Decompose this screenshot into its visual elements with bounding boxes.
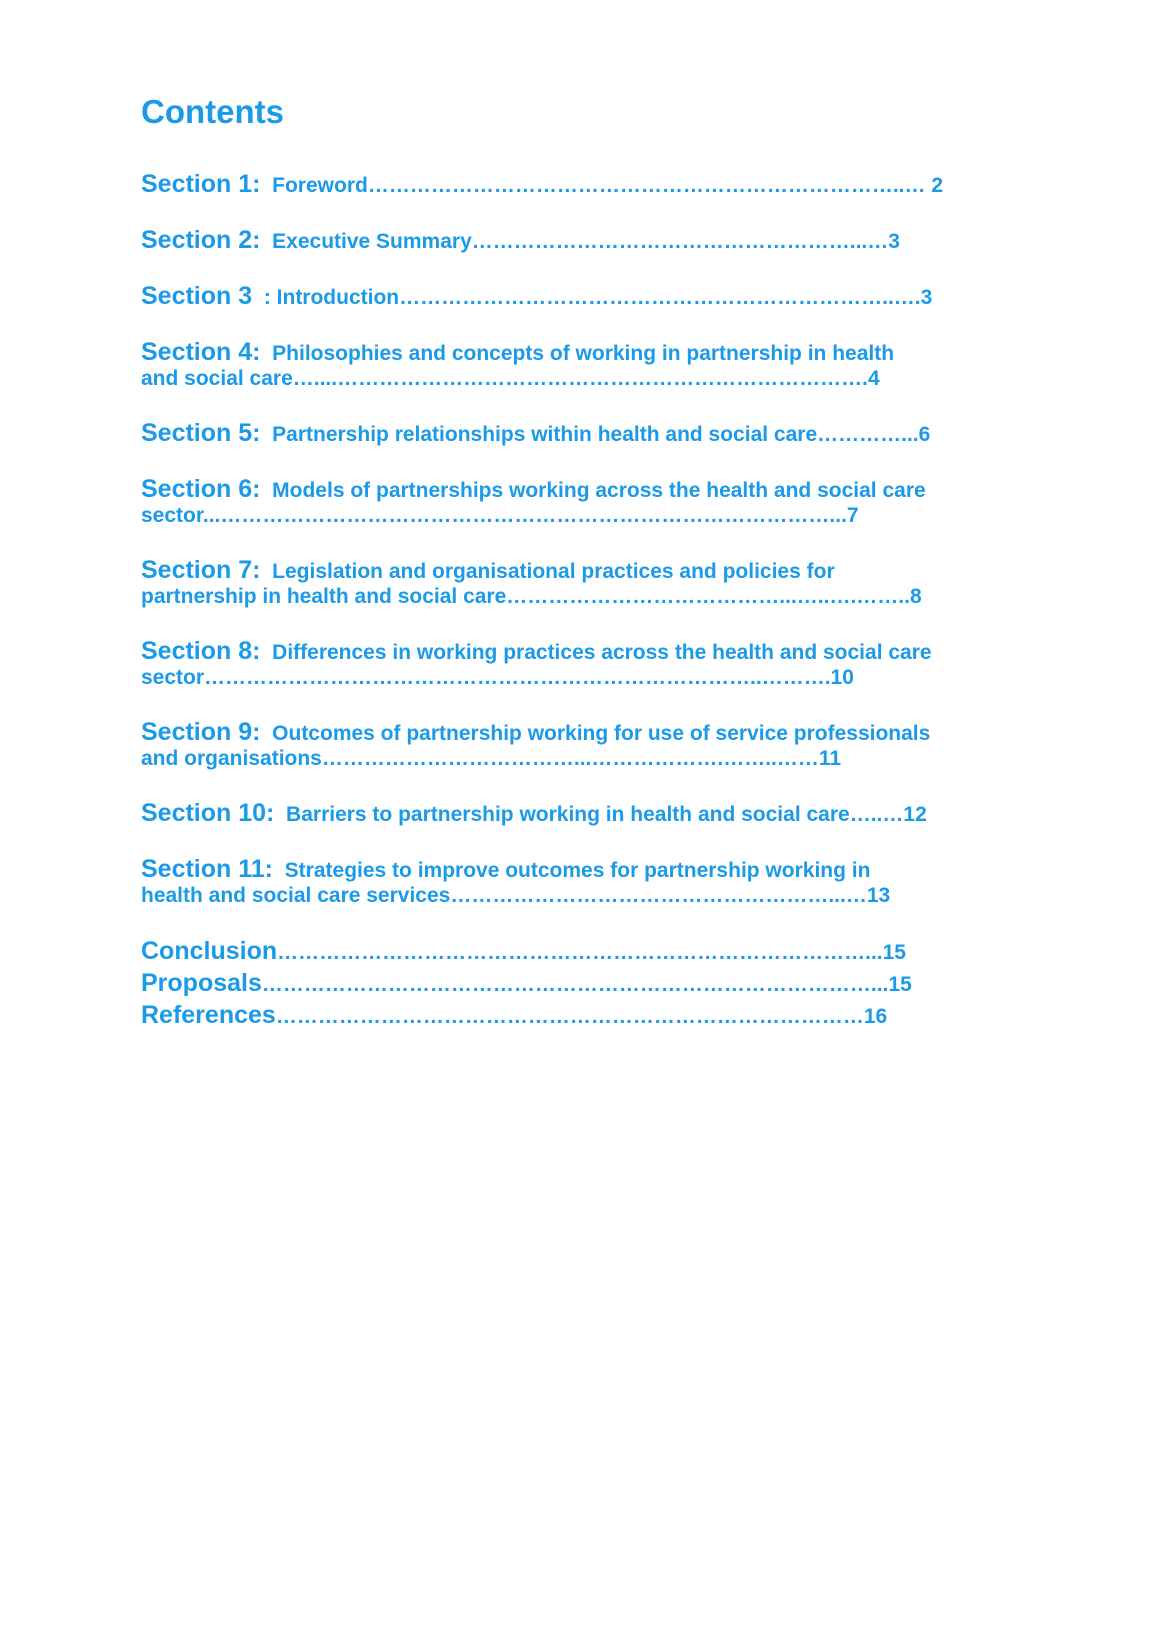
toc-entry-label: Proposals [141,968,262,997]
toc-section-title-continued: sector [141,665,205,689]
toc-section-title: Philosophies and concepts of working in partnership in health [272,341,895,365]
toc-dot-leader: ……………………………………………………………..…. [399,285,921,309]
toc-section-number: Section 2: [141,225,261,254]
toc-section-number: Section 1: [141,169,261,198]
toc-dot-leader: …………………………………………………………………………... [277,940,883,964]
toc-section-number: Section 6: [141,474,261,503]
toc-dot-leader: …..… [849,802,904,826]
toc-entry-line [141,282,1021,312]
toc-section-number: Section 4: [141,337,261,366]
toc-entry-label: References [141,1000,276,1029]
toc-entry[interactable] [141,799,1021,829]
toc-page-number: 15 [882,940,906,964]
toc-entry-line [141,718,1021,748]
toc-section-number: Section 10: [141,798,275,827]
toc-entry-line [141,556,1021,586]
toc-entry[interactable] [141,338,1021,393]
toc-section-title: Strategies to improve outcomes for partnership working in [284,858,871,882]
back-matter-list [141,936,1021,1032]
toc-section-title: Legislation and organisational practices and policies for [272,559,835,583]
toc-page-number: 2 [931,173,944,197]
toc-dot-leader: ……………………………………………………………………..………. [204,665,831,689]
toc-entry-label: Conclusion [141,936,278,965]
toc-section-title: Outcomes of partnership working for use of service professionals [272,721,931,745]
toc-dot-leader: ………………………………………………………………………… [275,1004,864,1028]
toc-section-number: Section 7: [141,555,261,584]
toc-section-number: Section 11: [141,854,273,883]
toc-section-number: Section 9: [141,717,261,746]
toc-section-title-continued: health and social care services [141,883,451,907]
toc-section-title: Foreword [272,173,368,197]
toc-dot-leader: ………………………………...……………….……..…… [321,746,819,770]
toc-dot-leader: …………………………………………………………………..… [367,173,932,197]
toc-entry-line [141,882,1021,910]
toc-section-title: Barriers to partnership working in health and social care [286,802,850,826]
toc-page-number: 8 [909,584,922,608]
toc-entry-line [141,664,1021,692]
toc-page-number: 15 [888,972,912,996]
toc-section-title: Differences in working practices across the health and social care [272,640,932,664]
toc-page-number: 12 [903,802,927,826]
toc-page-number: 3 [920,285,933,309]
toc-entry-line [141,170,1021,200]
toc-dot-leader: …………………………………...…..….…….. [506,584,910,608]
toc-entry-line [141,799,1021,829]
toc-section-title: Models of partnerships working across the health and social care [272,478,926,502]
toc-section-title: Partnership relationships within health and social care [272,422,818,446]
toc-dot-leader: …....…………………………………………………………………. [292,366,868,390]
toc-entry[interactable] [141,170,1021,200]
toc-section-title-continued: partnership in health and social care [141,584,507,608]
toc-dot-leader: ………………………………………………...… [450,883,867,907]
toc-dot-leader: ...……………………………………………………………………………... [202,503,847,527]
toc-entry[interactable] [141,226,1021,256]
toc-section-number: Section 5: [141,418,261,447]
toc-page-number: 16 [863,1004,888,1028]
toc-entry[interactable] [141,475,1021,530]
toc-section-title-continued: and organisations [141,746,322,770]
toc-entry-line [141,583,1021,611]
toc-dot-leader: ………………………………………………...… [471,229,889,253]
toc-entry-line [141,419,1021,449]
toc-entry-line [141,226,1021,256]
toc-dot-leader: …………... [817,422,919,446]
toc-entry-line [141,502,1021,530]
toc-page-number: 3 [888,229,900,253]
toc-entry-line [141,745,1021,773]
toc-entry-line [141,855,1021,885]
toc-entry[interactable] [141,419,1021,449]
toc-entry[interactable] [141,718,1021,773]
toc-entry[interactable] [141,282,1021,312]
toc-section-title-continued: sector [141,503,203,527]
toc-entry-proposals[interactable] [141,968,1021,1000]
toc-section-title: Executive Summary [272,229,472,253]
toc-entry-line [141,637,1021,667]
toc-section-title: : Introduction [263,285,400,309]
toc-entry[interactable] [141,637,1021,692]
toc-section-title-continued: and social care [141,366,293,390]
toc-page-number: 11 [818,746,842,770]
toc-entry[interactable] [141,855,1021,910]
toc-page-number: 6 [918,422,931,446]
toc-entry-references[interactable] [141,1000,1021,1032]
toc-dot-leader: ……………………………………………………………………………... [261,972,889,996]
toc-entry-line [141,365,1021,393]
toc-page-number: 10 [830,665,854,689]
toc-entry-line [141,475,1021,505]
toc-section-number: Section 8: [141,636,261,665]
page-title: Contents [141,93,284,130]
toc-entry-line [141,338,1021,368]
toc-entry[interactable] [141,556,1021,611]
contents-page [141,92,1021,1032]
toc-entry-conclusion[interactable] [141,936,1021,968]
toc-page-number: 4 [867,366,880,390]
toc-page-number: 13 [866,883,891,907]
toc-page-number: 7 [846,503,859,527]
table-of-contents [141,170,1021,910]
toc-section-number: Section 3 [141,281,253,310]
